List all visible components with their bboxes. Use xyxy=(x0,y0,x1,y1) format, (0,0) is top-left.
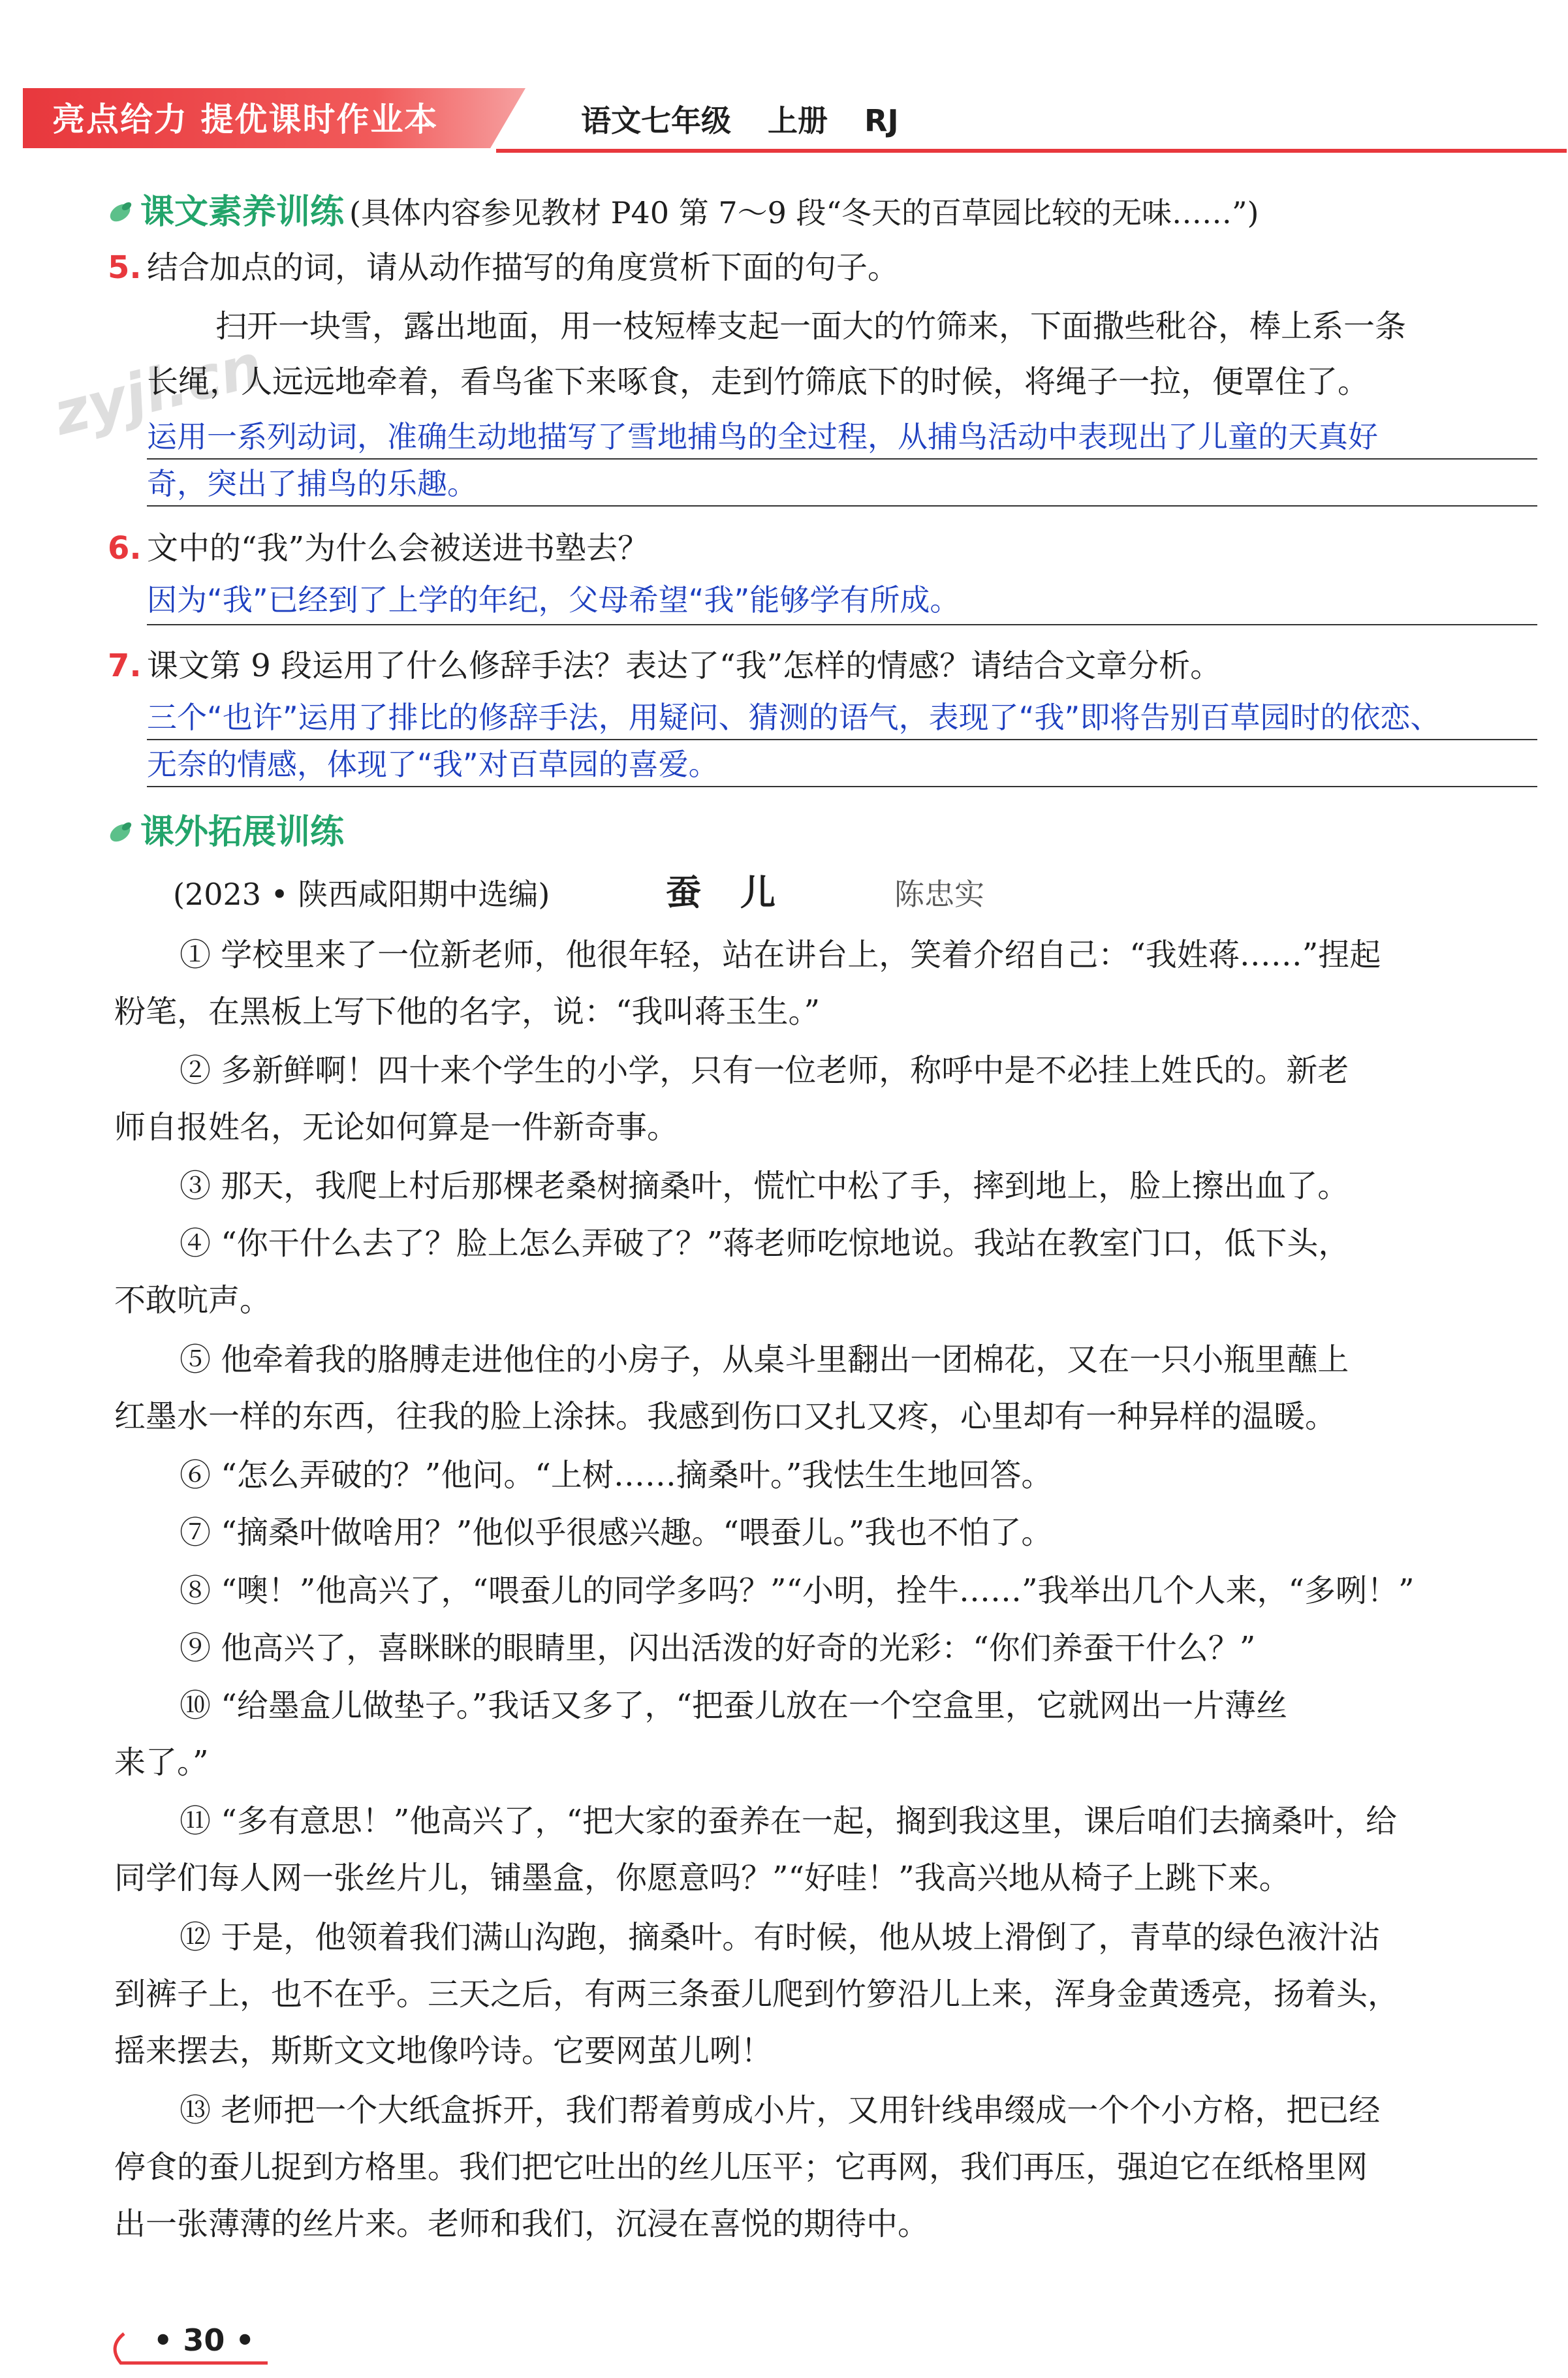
series-title: 亮点给力 提优课时作业本 xyxy=(52,101,439,138)
story-paragraph-line: 停食的蚕儿捉到方格里。我们把它吐出的丝儿压平；它再网，我们再压，强迫它在纸格里网 xyxy=(114,2149,1368,2185)
question-number: 6. xyxy=(108,530,142,567)
answer-text: 因为“我”已经到了上学的年纪，父母希望“我”能够学有所成。 xyxy=(147,582,960,618)
answer-line xyxy=(147,505,1537,507)
story-paragraph-line: 来了。” xyxy=(114,1744,209,1781)
story-paragraph-line: 同学们每人网一张丝片儿，铺墨盒，你愿意吗？”“好哇！”我高兴地从椅子上跳下来。 xyxy=(114,1860,1291,1896)
story-paragraph-line: ⑧ “噢！”他高兴了，“喂蚕儿的同学多吗？”“小明，拴牛……”我举出几个人来，“多咧！” xyxy=(180,1572,1415,1609)
section-title-text: 课文素养训练 xyxy=(140,193,345,232)
story-paragraph-line: 摇来摆去，斯斯文文地像吟诗。它要网茧儿咧！ xyxy=(114,2033,773,2069)
watermark: zyjl.cn xyxy=(47,331,270,449)
story-author: 陈忠实 xyxy=(894,877,984,912)
story-paragraph-line: ⑦ “摘桑叶做啥用？”他似乎很感兴趣。“喂蚕儿。”我也不怕了。 xyxy=(180,1514,1053,1551)
leaf-bullet-icon xyxy=(104,195,137,227)
question-text: 结合加点的词，请从动作描写的角度赏析下面的句子。 xyxy=(147,249,900,286)
story-paragraph-line: 到裤子上，也不在乎。三天之后，有两三条蚕儿爬到竹箩沿儿上来，浑身金黄透亮，扬着头， xyxy=(114,1976,1400,2012)
answer-line xyxy=(147,786,1537,787)
answer-line xyxy=(147,624,1537,625)
answer-text: 运用一系列动词，准确生动地描写了雪地捕鸟的全过程，从捕鸟活动中表现出了儿童的天真好 xyxy=(147,419,1378,454)
story-paragraph-line: 师自报姓名，无论如何算是一件新奇事。 xyxy=(114,1109,679,1146)
question-number: 5. xyxy=(108,249,142,286)
section-title-1 xyxy=(140,186,1259,238)
answer-text: 无奈的情感，体现了“我”对百草园的喜爱。 xyxy=(147,747,719,782)
answer-text: 奇，突出了捕鸟的乐趣。 xyxy=(147,466,477,501)
story-title: 蚕儿 xyxy=(666,872,815,913)
question-text: 文中的“我”为什么会被送进书塾去？ xyxy=(147,530,650,567)
question-number: 7. xyxy=(108,648,142,684)
question-text: 课文第 9 段运用了什么修辞手法？表达了“我”怎样的情感？请结合文章分析。 xyxy=(147,648,1222,684)
story-paragraph-line: ⑬ 老师把一个大纸盒拆开，我们帮着剪成小片，又用针线串缀成一个个小方格，把已经 xyxy=(180,2092,1381,2129)
page-number: • 30 • xyxy=(153,2323,255,2358)
header-rule xyxy=(496,149,1567,153)
story-paragraph-line: ⑨ 他高兴了，喜眯眯的眼睛里，闪出活泼的好奇的光彩：“你们养蚕干什么？” xyxy=(180,1630,1256,1666)
story-paragraph-line: ⑥ “怎么弄破的？”他问。“上树……摘桑叶。”我怯生生地回答。 xyxy=(180,1457,1053,1494)
story-paragraph-line: ① 学校里来了一位新老师，他很年轻，站在讲台上，笑着介绍自己：“我姓蒋……”捏起 xyxy=(180,937,1381,973)
story-paragraph-line: 粉笔，在黑板上写下他的名字，说：“我叫蒋玉生。” xyxy=(114,993,821,1030)
story-paragraph-line: ⑪ “多有意思！”他高兴了，“把大家的蚕养在一起，搁到我这里，课后咱们去摘桑叶，给 xyxy=(180,1803,1397,1839)
quoted-sentence: 长绳，人远远地牵着，看鸟雀下来啄食，走到竹筛底下的时候，将绳子一拉，便罩住了。 xyxy=(147,364,1370,400)
answer-text: 三个“也许”运用了排比的修辞手法，用疑问、猜测的语气，表现了“我”即将告别百草园时的依恋、 xyxy=(147,700,1441,735)
answer-line xyxy=(147,458,1537,460)
page-header xyxy=(0,0,1568,163)
subject-label: 语文七年级 上册 RJ xyxy=(581,103,899,138)
story-paragraph-line: ⑫ 于是，他领着我们满山沟跑，摘桑叶。有时候，他从坡上滑倒了，青草的绿色液汁沾 xyxy=(180,1919,1381,1956)
quoted-sentence: 扫开一块雪，露出地面，用一枝短棒支起一面大的竹筛来，下面撒些秕谷，棒上系一条 xyxy=(215,308,1407,345)
story-paragraph-line: 出一张薄薄的丝片来。老师和我们，沉浸在喜悦的期待中。 xyxy=(114,2206,930,2242)
story-paragraph-line: ⑤ 他牵着我的胳膊走进他住的小房子，从桌斗里翻出一团棉花，又在一只小瓶里蘸上 xyxy=(180,1341,1349,1378)
story-paragraph-line: 红墨水一样的东西，往我的脸上涂抹。我感到伤口又扎又疼，心里却有一种异样的温暖。 xyxy=(114,1398,1337,1435)
story-paragraph-line: ⑩ “给墨盒儿做垫子。”我话又多了，“把蚕儿放在一个空盒里，它就网出一片薄丝 xyxy=(180,1687,1287,1724)
story-paragraph-line: 不敢吭声。 xyxy=(114,1282,272,1319)
story-paragraph-line: ④ “你干什么去了？脸上怎么弄破了？”蒋老师吃惊地说。我站在教室门口，低下头， xyxy=(180,1225,1350,1262)
answer-line xyxy=(147,739,1537,740)
story-paragraph-line: ③ 那天，我爬上村后那棵老桑树摘桑叶，慌忙中松了手，摔到地上，脸上擦出血了。 xyxy=(180,1168,1349,1204)
story-paragraph-line: ② 多新鲜啊！四十来个学生的小学，只有一位老师，称呼中是不必挂上姓氏的。新老 xyxy=(180,1052,1349,1089)
section-note: (具体内容参见教材 P40 第 7～9 段“冬天的百草园比较的无味……”) xyxy=(349,195,1259,230)
story-source: (2023 • 陕西咸阳期中选编) xyxy=(173,877,550,912)
leaf-bullet-icon xyxy=(104,815,137,847)
section-title-2: 课外拓展训练 xyxy=(140,813,345,852)
